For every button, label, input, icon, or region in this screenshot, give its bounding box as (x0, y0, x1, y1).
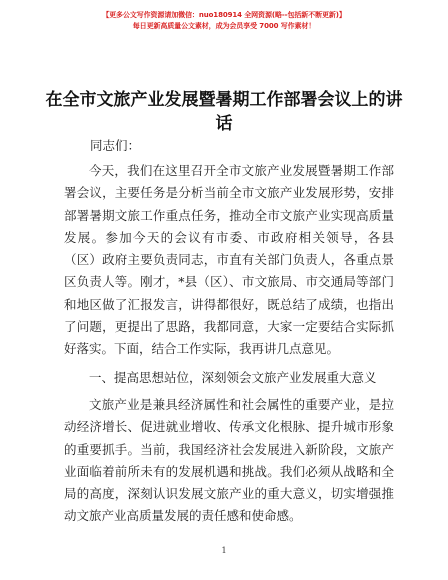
page-number: 1 (221, 546, 227, 555)
document-title: 在全市文旅产业发展暨暑期工作部署会议上的讲话 (45, 90, 403, 134)
promo-banner-line-1: 【更多公文写作资源请加微信：nuo180914 全网资源(略--包括新不断更新)】 (102, 11, 346, 19)
promo-banner (0, 10, 448, 32)
section-heading-1: 一、提高思想站位，深刻领会文旅产业发展重大意义 (89, 369, 377, 385)
paragraph-section-1: 文旅产业是兼具经济属性和社会属性的重要产业，是拉动经济增长、促进就业增收、传承文化根脉、提升城市形象的重要抓手。当前，我国经济社会发展进入新阶段，文旅产业面临着前所未有的发展机遇和挑战。我们必须从战略和全局的高度，深刻认识发展文旅产业的重大意义，切实增强推动文旅产业高质量发展的责任感和使命感。 (64, 396, 394, 524)
paragraph-intro: 今天，我们在这里召开全市文旅产业发展暨暑期工作部署会议，主要任务是分析当前全市文旅产业发展形势，安排部署暑期文旅工作重点任务，推动全市文旅产业实现高质量发展。参加今天的会议有市委、市政府相关领导，各县（区）政府主要负责同志，市直有关部门负责人，各重点景区负责人等。刚才，*县（区）、市文旅局、市交通局等部门和地区做了汇报发言，讲得都很好，既总结了成绩，也指出了问题，更提出了思路，我都同意，大家一定要结合实际抓好落实。下面，结合工作实际，我再讲几点意见。 (64, 163, 394, 357)
salutation: 同志们： (90, 138, 141, 153)
promo-banner-line-2: 每日更新高质量公文素材，成为会员享受 7000 写作素材！ (132, 22, 316, 30)
document-body (64, 160, 394, 528)
